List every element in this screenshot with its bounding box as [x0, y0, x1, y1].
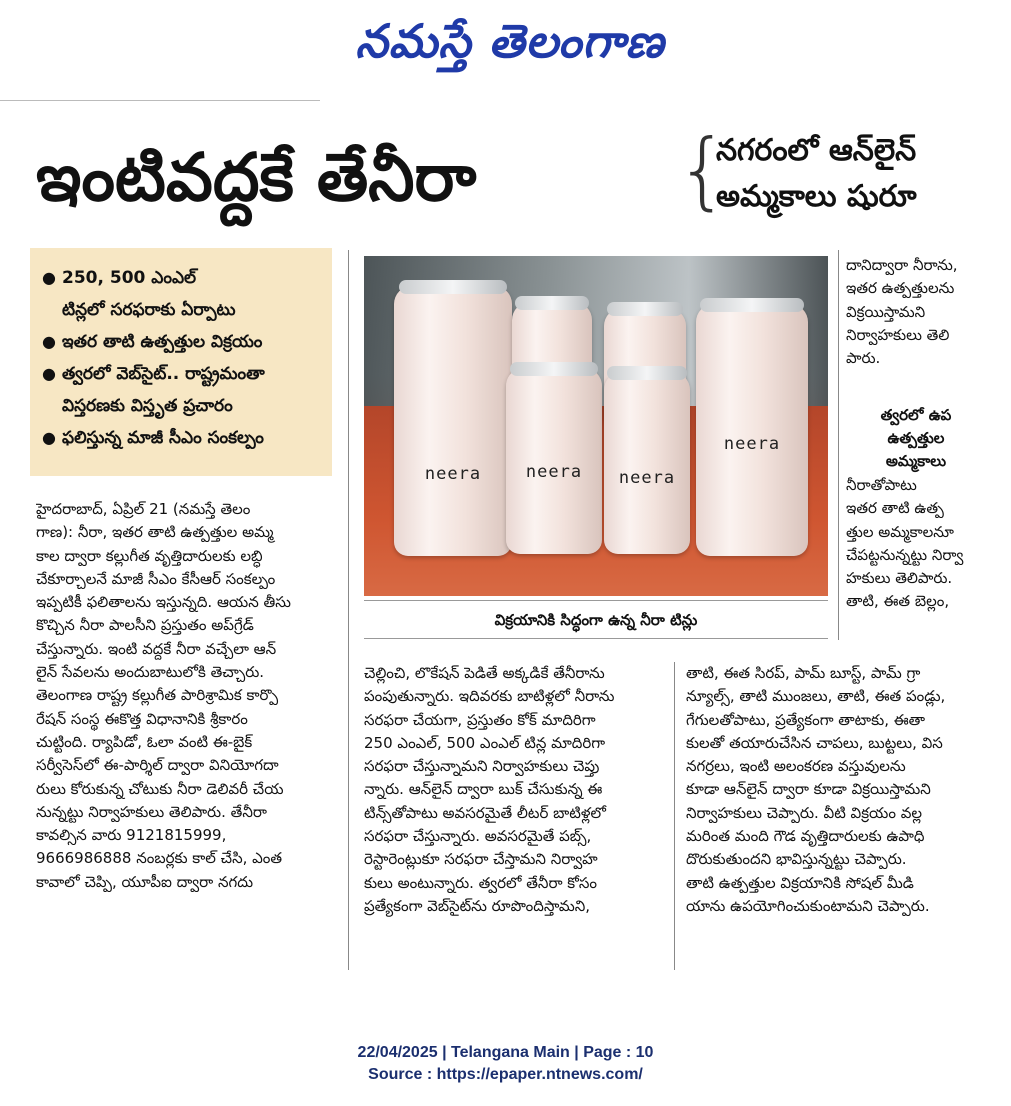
body-line: సరఫరా చేస్తున్నారు. అవసరమైతే పబ్స్,: [364, 827, 592, 846]
body-line: త్తుల అమ్మకాలనూ: [846, 522, 954, 541]
highlight-text: ఫలిస్తున్న మాజీ సీఎం సంకల్పం: [62, 428, 264, 448]
body-line: ఇతర ఉత్పత్తులను: [846, 279, 955, 298]
bullet-icon: ●: [42, 332, 56, 351]
body-line: సరఫరా చేయగా, ప్రస్తుతం కోక్ మాదిరిగా: [364, 710, 596, 729]
photo-caption: విక్రయానికి సిద్ధంగా ఉన్న నీరా టిన్లు: [494, 611, 698, 629]
subheading-line: త్వరలో ఉప: [880, 406, 952, 424]
body-line: చేకూర్చాలనే మాజీ సీఎం కేసీఆర్ సంకల్పం: [36, 569, 276, 588]
highlight-text: టిన్లలో సరఫరాకు ఏర్పాటు: [62, 300, 236, 320]
body-line: రేషన్ సంస్థ ఈకొత్త విధానానికి శ్రీకారం: [36, 709, 248, 728]
can-brand-text: neera: [618, 468, 676, 488]
body-line: నిర్వాహకులు చెప్పారు. వీటి విక్రయం వల్ల: [686, 803, 923, 822]
footer-date-line: 22/04/2025 | Telangana Main | Page : 10: [357, 1044, 654, 1061]
masthead-divider: [0, 100, 320, 101]
body-line: సరఫరా చేస్తున్నామని నిర్వాహకులు చెప్తు: [364, 757, 600, 776]
page-footer: [0, 1042, 1011, 1086]
brace-glyph: {: [676, 121, 730, 219]
neera-can: [506, 368, 602, 554]
body-line: రులు కోరుకున్న చోటుకు నీరా డెలివరీ చేయ: [36, 779, 284, 798]
highlight-item: [40, 422, 322, 454]
body-line: తెలంగాణ రాష్ట్ర కల్లుగీత పారిశ్రామిక కార్పొ: [36, 686, 279, 705]
body-line: కొచ్చిన నీరా పాలసీని ప్రస్తుతం అప్‌గ్రేడ్: [36, 616, 254, 635]
body-line: కులు అంటున్నారు. త్వరలో తేనీరా కోసం: [364, 873, 597, 892]
highlight-item: [40, 262, 322, 326]
body-line: నీరాతోపాటు: [846, 476, 917, 494]
highlights-box: [30, 248, 332, 476]
highlight-item: [40, 326, 322, 358]
body-line: యాను ఉపయోగించుకుంటామని చెప్పారు.: [686, 896, 930, 915]
body-line: 9666986888 నంబర్లకు కాల్ చేసి, ఎంత: [36, 849, 283, 868]
article-column-3: [686, 662, 986, 918]
body-line: కులతో తయారుచేసిన చాపలు, బుట్టలు, విస: [686, 733, 943, 752]
highlight-text: విస్తరణకు విస్తృత ప్రచారం: [62, 396, 233, 416]
body-line: గేగులతోపాటు, ప్రత్యేకంగా తాటాకు, ఈతా: [686, 710, 926, 729]
body-line: లైన్ సేవలను అందుబాటులోకి తెచ్చారు.: [36, 663, 265, 682]
body-line: పారు.: [846, 349, 881, 368]
body-line: రెస్టారెంట్లుకూ సరఫరా చేస్తామని నిర్వాహ: [364, 850, 598, 869]
body-line: గాణ): నీరా, ఇతర తాటి ఉత్పత్తుల అమ్మ: [36, 523, 274, 542]
subheadline-line: అమ్మకాలు షురూ: [716, 179, 917, 214]
body-line: నగర్రలు, ఇంటి అలంకరణ వస్తువులను: [686, 757, 906, 776]
body-line: మరింత మంది గౌడ వృత్తిదారులకు ఉపాధి: [686, 827, 925, 846]
newspaper-masthead: నమస్తే తెలంగాణ: [355, 14, 665, 68]
bullet-icon: ●: [42, 428, 56, 447]
article-column-right-top: [846, 254, 986, 370]
body-line: ఇప్పటికీ ఫలితాలను ఇస్తున్నది. ఆయన తీసు: [36, 593, 291, 612]
body-line: పంపుతున్నారు. ఇదివరకు బాటిళ్లలో నీరాను: [364, 687, 615, 706]
can-brand-text: neera: [723, 434, 781, 454]
highlight-text: ఇతర తాటి ఉత్పత్తుల విక్రయం: [62, 332, 263, 352]
body-line: చేపట్టనున్నట్టు నిర్వా: [846, 545, 964, 564]
highlight-text: త్వరలో వెబ్‌సైట్.. రాష్ట్రమంతా: [62, 364, 265, 384]
body-line: సర్వీసెస్‌లో ఈ-పార్శిల్ ద్వారా వినియోగదా: [36, 756, 279, 775]
neera-can: [394, 286, 512, 556]
neera-can: [696, 304, 808, 556]
body-line: కావల్సిన వారు 9121815999,: [36, 826, 227, 845]
body-line: ప్రత్యేకంగా వెబ్‌సైట్‌ను రూపొందిస్తామని,: [364, 896, 591, 915]
body-line: దొరుకుతుందని భావిస్తున్నట్టు చెప్పారు.: [686, 850, 907, 869]
subheadline-line: నగరంలో ఆన్‌లైన్: [716, 133, 917, 168]
body-line: న్యూల్స్, తాటి ముంజలు, తాటి, ఈత పండ్లు,: [686, 687, 946, 706]
body-line: ఇతర తాటి ఉత్ప: [846, 499, 944, 518]
body-line: తాటి, ఈత బెల్లం,: [846, 592, 950, 611]
can-brand-text: neera: [525, 462, 583, 482]
body-line: కావాలో చెప్పి, యూపీఐ ద్వారా నగదు: [36, 872, 254, 891]
section-subheading: [846, 404, 986, 473]
subheading-line: అమ్మకాలు: [885, 452, 947, 470]
body-line: నిర్వాహకులు తెలి: [846, 325, 950, 344]
subheading-line: ఉత్పత్తుల: [887, 429, 945, 447]
footer-source-line: Source : https://epaper.ntnews.com/: [368, 1066, 643, 1083]
body-line: చెల్లించి, లొకేషన్ పెడితే అక్కడికే తేనీరాను: [364, 664, 605, 682]
body-line: చేస్తున్నారు. ఇంటి వద్దకే నీరా వచ్చేలా ఆన్: [36, 639, 277, 658]
body-line: తాటి, ఈత సిరప్, పామ్ బూస్ట్, పామ్ గ్రా: [686, 664, 921, 682]
article-column-2: [364, 662, 664, 918]
body-line: హకులు తెలిపారు.: [846, 569, 953, 588]
bullet-icon: ●: [42, 268, 56, 287]
caption-divider: [364, 638, 828, 639]
column-divider: [838, 250, 839, 640]
body-line: దానిద్వారా నీరాను,: [846, 256, 958, 274]
body-line: టిన్స్‌తోపాటు అవసరమైతే లీటర్ బాటిళ్లలో: [364, 803, 606, 822]
neera-can: [604, 372, 690, 554]
caption-divider: [364, 600, 828, 601]
body-line: చుట్టింది. ర్యాపిడో, ఓలా వంటి ఈ-బైక్: [36, 732, 253, 751]
body-line: హైదరాబాద్, ఏప్రిల్ 21 (నమస్తే తెలం: [36, 500, 251, 518]
column-divider: [348, 250, 349, 970]
body-line: విక్రయిస్తామని: [846, 302, 926, 321]
body-line: తాటి ఉత్పత్తుల విక్రయానికి సోషల్ మీడి: [686, 873, 914, 892]
highlight-text: 250, 500 ఎంఎల్: [62, 268, 197, 288]
body-line: 250 ఎంఎల్, 500 ఎంఎల్ టిన్ల మాదిరిగా: [364, 733, 606, 752]
body-line: న్నారు. ఆన్‌లైన్ ద్వారా బుక్ చేసుకున్న ఈ: [364, 780, 603, 799]
article-column-right-bottom: [846, 474, 986, 614]
article-column-1: [36, 498, 332, 894]
can-brand-text: neera: [424, 464, 482, 484]
highlight-item: [40, 358, 322, 422]
article-subheadline: [716, 128, 986, 220]
body-line: కాల ద్వారా కల్లుగీత వృత్తిదారులకు లబ్ధి: [36, 546, 263, 565]
body-line: నున్నట్టు నిర్వాహకులు తెలిపారు. తేనీరా: [36, 802, 267, 821]
body-line: కూడా ఆన్‌లైన్ ద్వారా కూడా విక్రయిస్తామని: [686, 780, 931, 799]
column-divider: [674, 662, 675, 970]
bullet-icon: ●: [42, 364, 56, 383]
article-photo: [364, 256, 828, 596]
article-headline: ఇంటివద్దకే తేనీరా: [36, 139, 477, 216]
